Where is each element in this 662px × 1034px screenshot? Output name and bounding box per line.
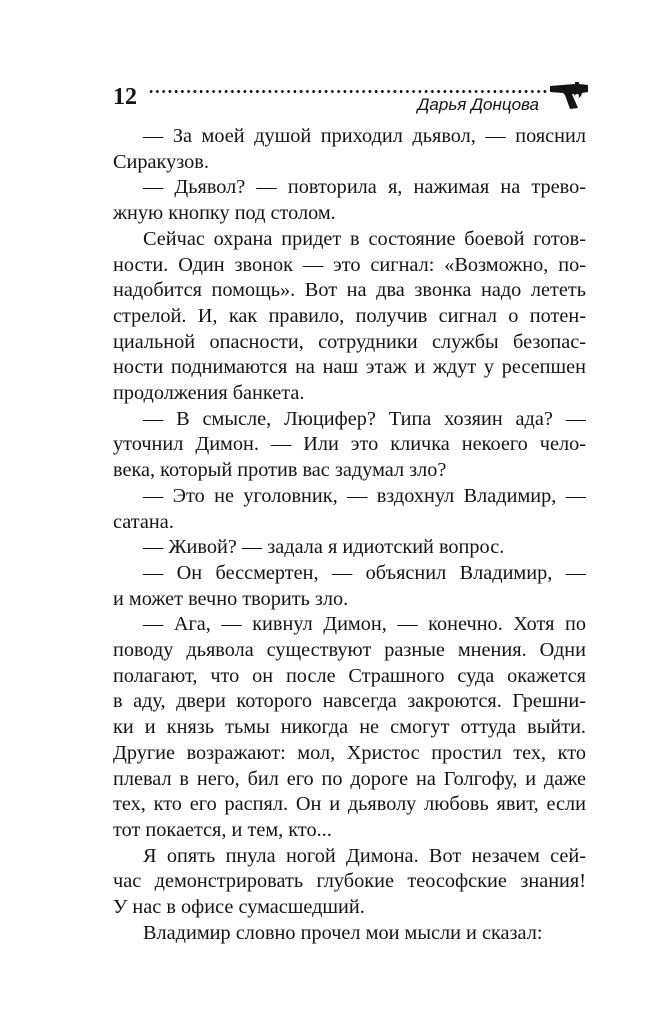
text-line: ности. Один звонок — это сигнал: «Возможно, по- [113, 253, 586, 276]
paragraph [113, 844, 586, 921]
text-line: — Это не уголовник, — вздохнул Владимир, — [143, 484, 586, 507]
text-line: поводу дьявола существуют разные мнения. Одни [113, 639, 586, 662]
text-line: жную кнопку под столом. [113, 202, 336, 225]
paragraph [113, 612, 586, 843]
text-line: продолжения банкета. [113, 382, 305, 405]
paragraph [113, 407, 586, 484]
text-line: У нас в офисе сумасшедший. [113, 896, 365, 919]
dotted-rule [148, 89, 548, 94]
text-line: и может вечно творить зло. [113, 587, 349, 610]
text-line: Сиракузов. [113, 150, 209, 173]
text-line: века, который против вас задумал зло? [113, 459, 447, 482]
body-text [113, 124, 586, 947]
text-line: надобится помощь». Вот на два звонка надо лететь [113, 279, 586, 302]
text-line: циальной опасности, сотрудники службы безопас- [113, 330, 586, 353]
paragraph [113, 535, 586, 561]
text-line: — Он бессмертен, — объяснил Владимир, — [143, 561, 586, 584]
paragraph [113, 175, 586, 226]
text-line: Другие возражают: мол, Христос простил тех, кто [113, 741, 586, 764]
text-line: — Дьявол? — повторила я, нажимая на трево- [143, 176, 586, 199]
text-line: ности поднимаются на наш этаж и ждут у ресепшен [113, 356, 586, 379]
text-line: — Ага, — кивнул Димон, — конечно. Хотя по [143, 613, 586, 636]
paragraph [113, 561, 586, 612]
text-line: — За моей душой приходил дьявол, — пояснил [143, 125, 586, 147]
text-line: тот покается, и тем, кто... [113, 818, 332, 841]
paragraph [113, 921, 586, 947]
text-line: плевал в него, бил его по дороге на Голгофу, и даже [113, 767, 586, 790]
text-line: в аду, двери которого навсегда закроются. Грешни- [113, 690, 586, 713]
text-line: стрелой. И, как правило, получив сигнал о потен- [113, 304, 586, 327]
revolver-icon [548, 80, 590, 110]
text-line: ки и князь тьмы никогда не смогут оттуда выйти. [113, 716, 586, 739]
text-line: — В смысле, Люцифер? Типа хозяин ада? — [143, 407, 586, 430]
author-name: Дарья Донцова [417, 95, 539, 114]
text-line: сатана. [113, 510, 174, 533]
page-number: 12 [113, 84, 137, 110]
paragraph [113, 484, 586, 535]
text-line: Владимир словно прочел мои мысли и сказал: [143, 921, 543, 944]
paragraph [113, 124, 586, 175]
text-line: Сейчас охрана придет в состояние боевой готов- [143, 227, 586, 250]
text-line: час демонстрировать глубокие теософские знания! [113, 870, 586, 893]
text-line: тех, кто его распял. Он и дьяволу любовь явит, если [113, 793, 586, 816]
text-line: — Живой? — задала я идиотский вопрос. [143, 536, 505, 559]
paragraph [113, 227, 586, 407]
text-line: полагают, что он после Страшного суда окажется [113, 664, 586, 687]
text-line: Я опять пнула ногой Димона. Вот незачем сей- [143, 844, 586, 867]
text-line: уточнил Димон. — Или это кличка некоего чело- [113, 433, 586, 456]
